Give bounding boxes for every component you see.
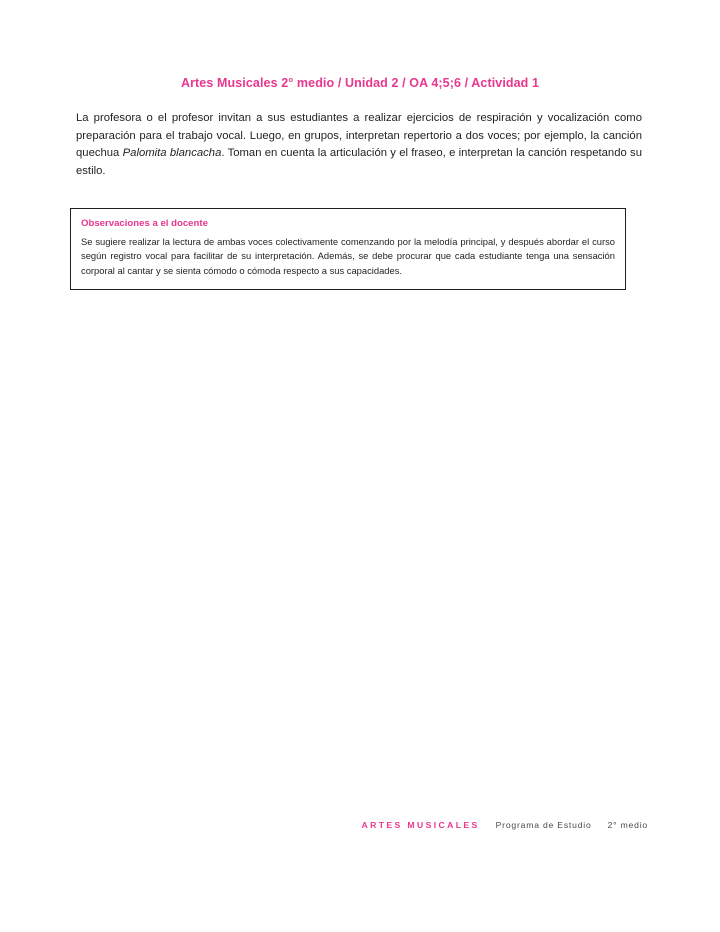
- page-footer: [72, 820, 648, 830]
- footer-brand: ARTES MUSICALES: [361, 820, 480, 830]
- paragraph-segment-1: La profesora o el profesor invitan a sus estudiantes a realizar ejercicios de respiración y vocalización como preparación para el trabajo vocal. Luego, en grupos, interpretan repertorio a dos voces; por ejemplo, la canción quechua: [76, 112, 642, 159]
- teacher-note-title: Observaciones a el docente: [81, 218, 208, 229]
- paragraph-segment-2: . Toman en cuenta la articulación y el fraseo, e interpretan la canción respetando su estilo.: [76, 147, 642, 177]
- page-title: Artes Musicales 2° medio / Unidad 2 / OA 4;5;6 / Actividad 1: [180, 76, 540, 90]
- song-title: Palomita blancacha: [122, 147, 222, 159]
- teacher-note-box: [70, 208, 626, 290]
- footer-program: Programa de Estudio: [495, 820, 592, 830]
- teacher-note-body: Se sugiere realizar la lectura de ambas voces colectivamente comenzando por la melodía principal, y después abordar el curso según registro vocal para facilitar de su interpretación. Además, se debe procurar que cada estudiante tenga una sensación corporal al cantar y se sienta cómodo o cómoda respecto a sus capacidades.: [81, 236, 615, 276]
- activity-paragraph: [76, 110, 642, 180]
- footer-level: 2° medio: [607, 820, 648, 830]
